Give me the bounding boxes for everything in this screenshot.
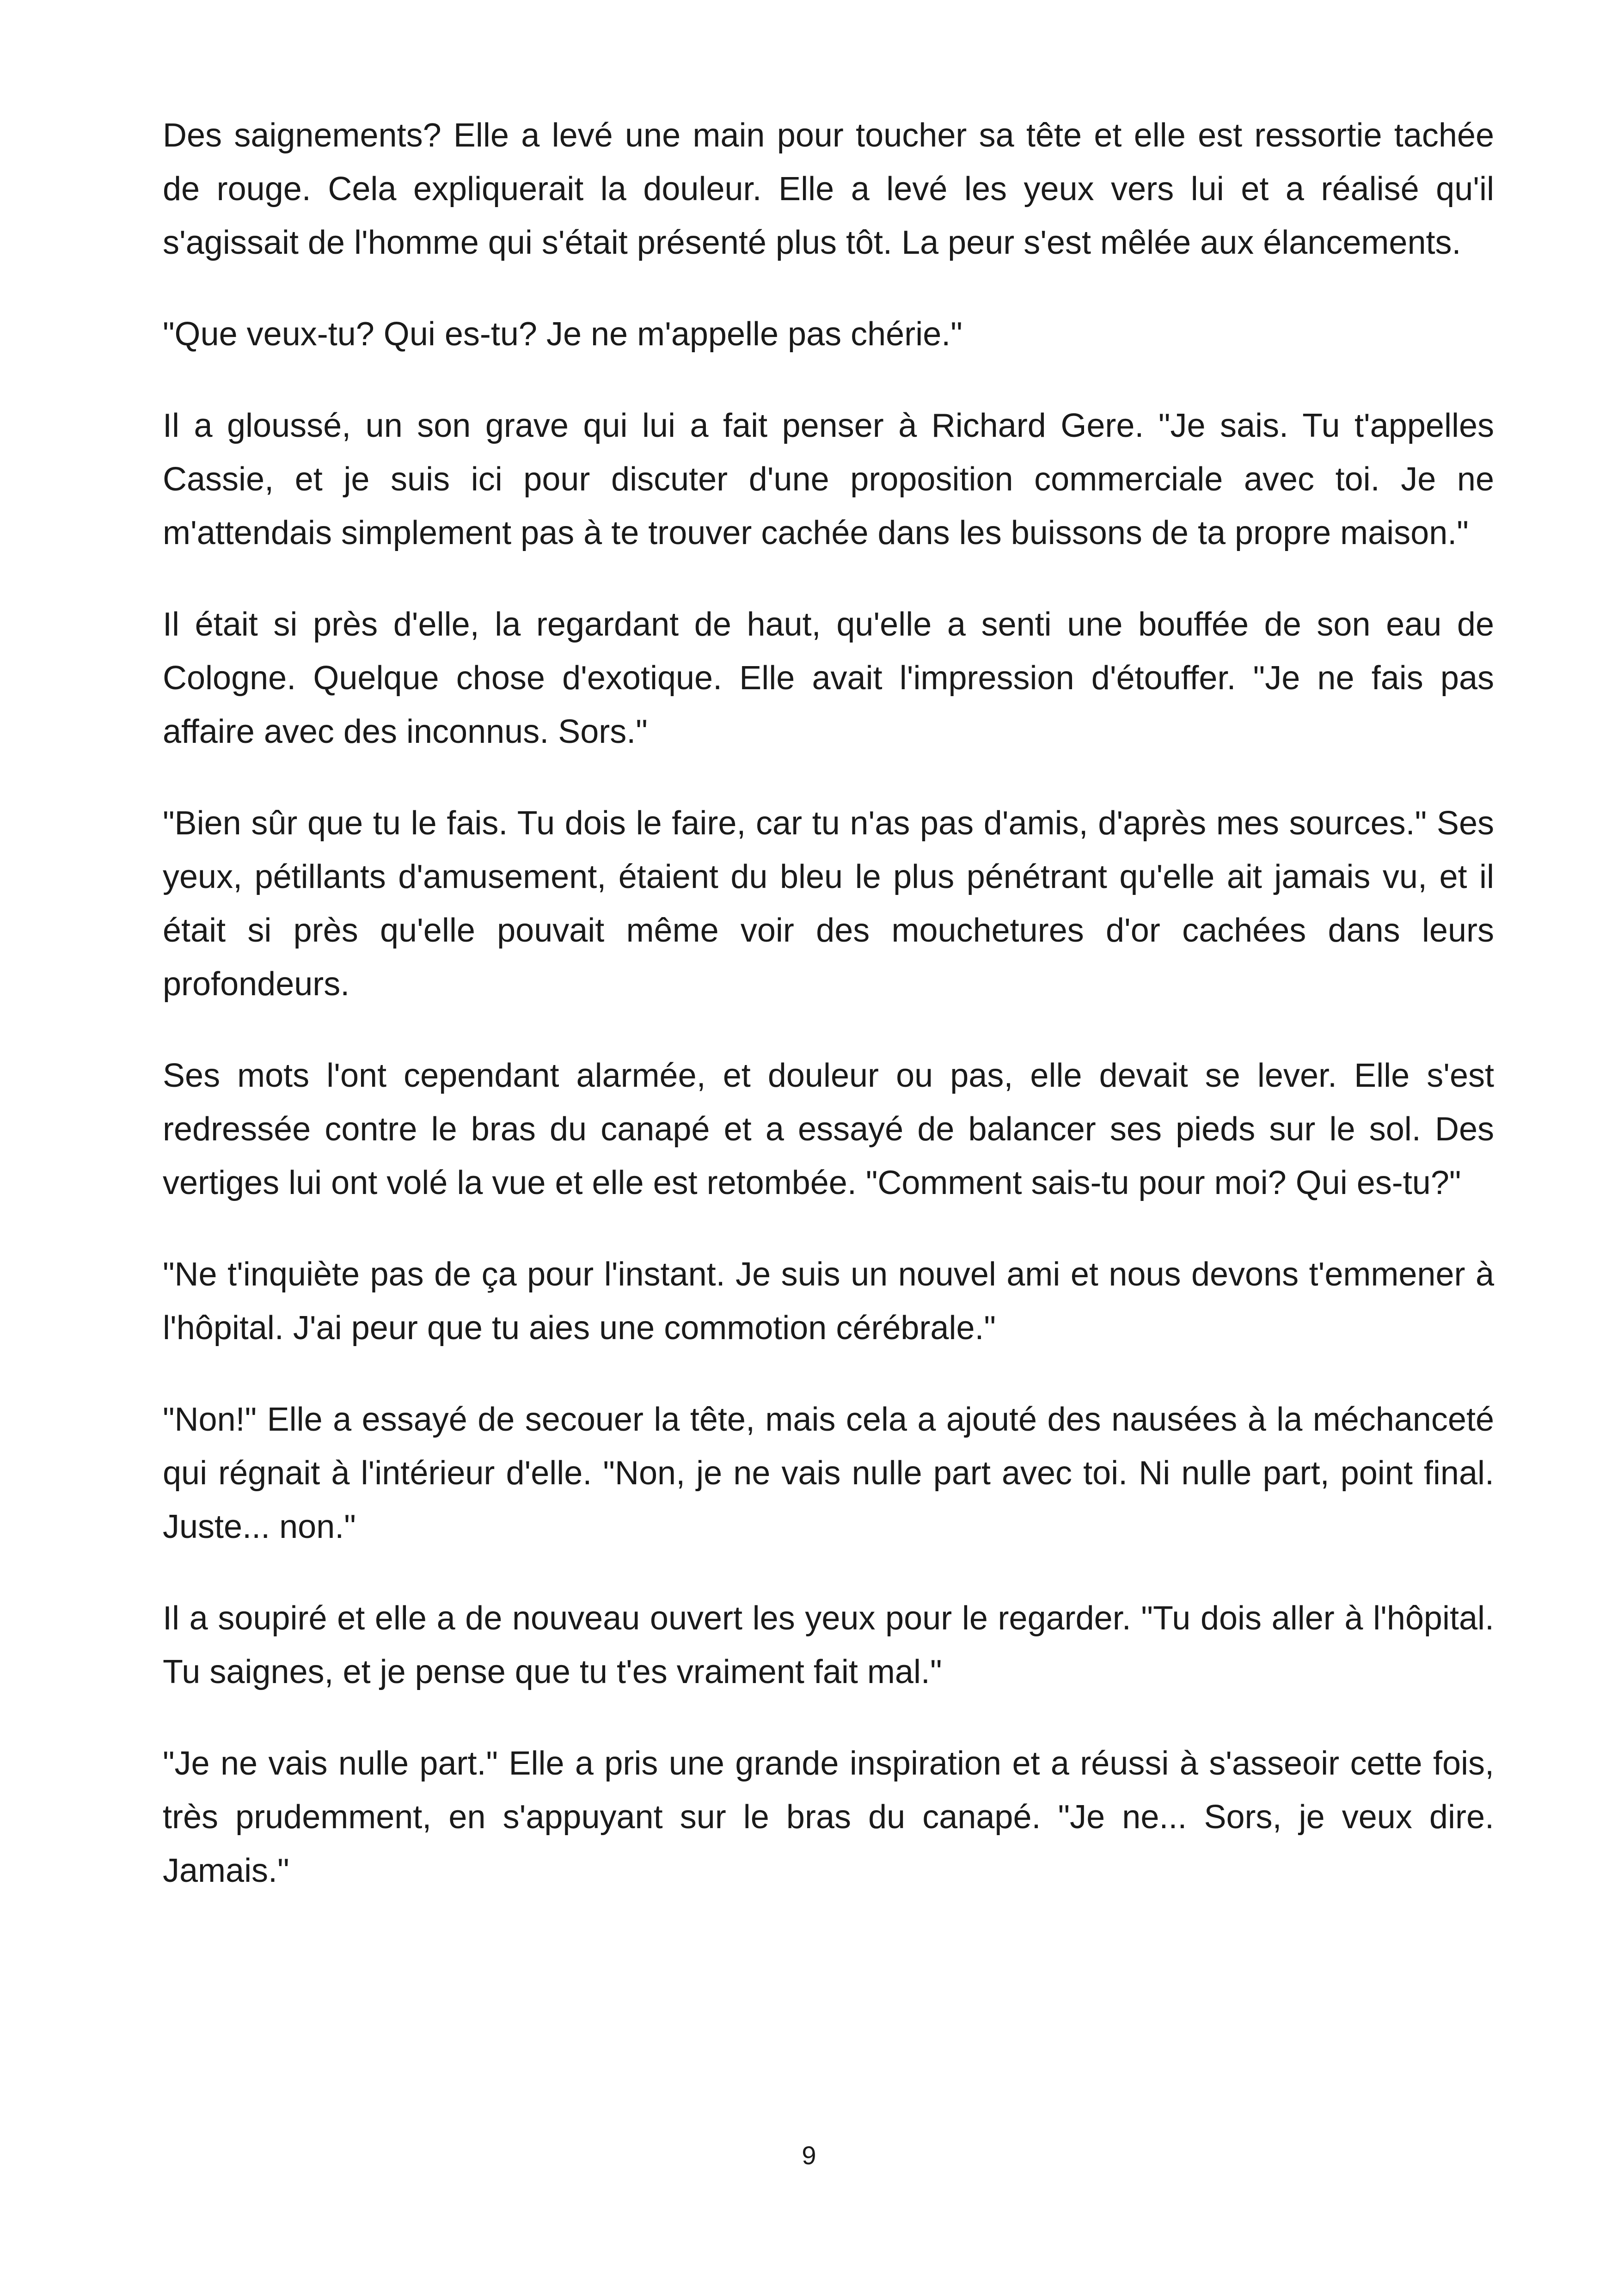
paragraph: "Non!" Elle a essayé de secouer la tête, mais cela a ajouté des nausées à la méchanceté qui régnait à l'intérieur d'elle. "Non, je ne vais nulle part avec toi. Ni nulle part, point final. Juste... non." [163, 1401, 1494, 1545]
paragraph: "Que veux-tu? Qui es-tu? Je ne m'appelle pas chérie." [163, 316, 962, 353]
paragraph: "Je ne vais nulle part." Elle a pris une grande inspiration et a réussi à s'asseoir cette fois, très prudemment, en s'appuyant sur le bras du canapé. "Je ne... Sors, je veux dire. Jamais." [163, 1745, 1494, 1889]
paragraph: "Ne t'inquiète pas de ça pour l'instant. Je suis un nouvel ami et nous devons t'emmener à l'hôpital. J'ai peur que tu aies une commotion cérébrale." [163, 1256, 1494, 1347]
paragraph: "Bien sûr que tu le fais. Tu dois le faire, car tu n'as pas d'amis, d'après mes sources." Ses yeux, pétillants d'amusement, étaient du bleu le plus pénétrant qu'elle ait jamais vu, et il était si près qu'elle pouvait même voir des mouchetures d'or cachées dans leurs profondeurs. [163, 805, 1494, 1003]
paragraph: Il était si près d'elle, la regardant de haut, qu'elle a senti une bouffée de son eau de Cologne. Quelque chose d'exotique. Elle avait l'impression d'étouffer. "Je ne fais pas affaire avec des inconnus. Sors." [163, 606, 1494, 750]
paragraph: Il a gloussé, un son grave qui lui a fait penser à Richard Gere. "Je sais. Tu t'appelles Cassie, et je suis ici pour discuter d'une proposition commerciale avec toi. Je ne m'attendais simplement pas à te trouver cachée dans les buissons de ta propre maison." [163, 407, 1494, 551]
paragraph: Il a soupiré et elle a de nouveau ouvert les yeux pour le regarder. "Tu dois aller à l'hôpital. Tu saignes, et je pense que tu t'es vraiment fait mal." [163, 1600, 1494, 1690]
body-text [163, 109, 1494, 1935]
paragraph: Ses mots l'ont cependant alarmée, et douleur ou pas, elle devait se lever. Elle s'est redressée contre le bras du canapé et a essayé de balancer ses pieds sur le sol. Des vertiges lui ont volé la vue et elle est retombée. "Comment sais-tu pour moi? Qui es-tu?" [163, 1057, 1494, 1201]
paragraph: Des saignements? Elle a levé une main pour toucher sa tête et elle est ressortie tachée de rouge. Cela expliquerait la douleur. Elle a levé les yeux vers lui et a réalisé qu'il s'agissait de l'homme qui s'était présenté plus tôt. La peur s'est mêlée aux élancements. [163, 117, 1494, 261]
page-number: 9 [802, 2141, 816, 2170]
